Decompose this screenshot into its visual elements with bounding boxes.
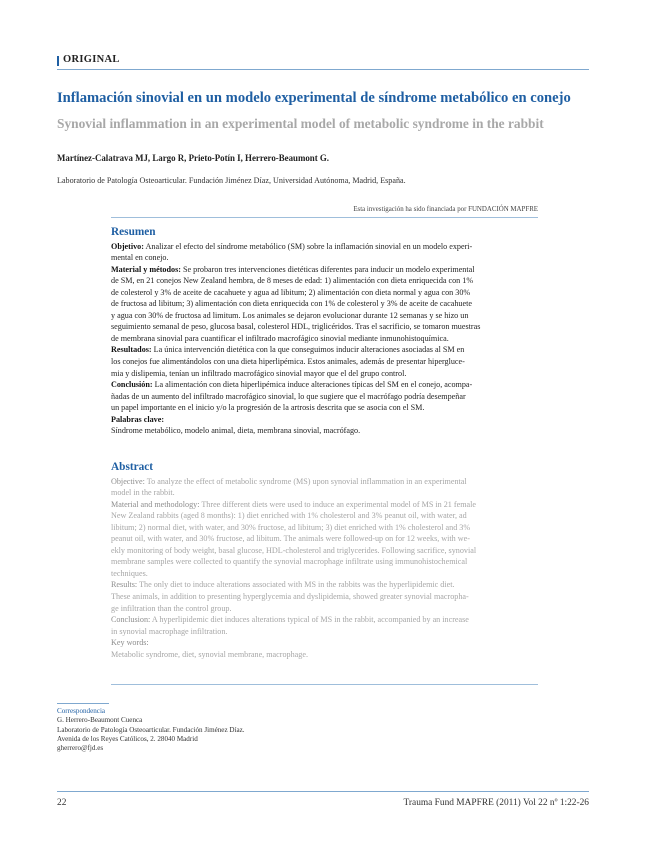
objective-text: model in the rabbit.: [111, 488, 175, 498]
abstract-objective: [111, 476, 538, 499]
abstract-results: [111, 579, 538, 614]
abstract-methods: [111, 499, 538, 580]
abstract-conclusion: [111, 614, 538, 637]
abstract-divider: [111, 684, 538, 685]
objetivo-label: Objetivo:: [111, 241, 144, 251]
conclusion-en-label: Conclusion:: [111, 615, 151, 625]
conclusion-text: un papel importante en el inicio y/o la progresión de la artrosis descrita que se asocia con el SM.: [111, 403, 425, 413]
metodos-text: de fructosa ad libitum; 3) alimentación con dieta enriquecida con 1% de colesterol y 3% de aceite de cacahuete: [111, 299, 472, 309]
resumen-metodos: [111, 264, 538, 345]
correspondence-email[interactable]: gherrero@fjd.es: [57, 744, 104, 753]
methods-text: peanut oil, with water, and 30% fructose, ad libitum. The animals were followed-up on for 12 weeks, with we-: [111, 534, 470, 544]
authors: Martínez-Calatrava MJ, Largo R, Prieto-Potín I, Herrero-Beaumont G.: [57, 153, 330, 163]
correspondence-block: [57, 707, 245, 753]
title-spanish: Inflamación sinovial en un modelo experimental de síndrome metabólico en conejo: [57, 90, 571, 106]
page-number: 22: [57, 798, 67, 808]
conclusion-en-text: in synovial macrophage infiltration.: [111, 626, 228, 636]
metodos-text: de colesterol y 3% de aceite de cacahuete y agua ad libitum; 2) alimentación con dieta normal y agua con 30%: [111, 287, 471, 297]
metodos-text: de SM, en 21 conejos New Zealand hembra, de 8 meses de edad: 1) alimentación con dieta enriquecida con 1%: [111, 276, 474, 286]
metodos-text: seguimiento semanal de peso, glucosa basal, colesterol HDL, triglicéridos. Tras el sacrificio, se tomaron muestras: [111, 322, 481, 332]
correspondence-heading: Correspondencia: [57, 707, 106, 715]
methods-text: ekly monitoring of body weight, basal glucose, HDL-cholesterol and triglycerides. Following sacrifice, synovial: [111, 545, 477, 555]
metodos-label: Material y métodos:: [111, 264, 181, 274]
methods-text: membrane samples were collected to quantify the synovial macrophage infiltrate using immunohistochemical: [111, 557, 468, 567]
objective-label: Objective:: [111, 476, 145, 486]
resumen-section: [111, 227, 538, 437]
correspondence-name: G. Herrero-Beaumont Cuenca: [57, 716, 143, 725]
results-text: The only diet to induce alterations associated with MS in the rabbits was the hyperlipidemic diet.: [139, 580, 455, 590]
abstract-section: [111, 462, 538, 660]
metodos-text: y agua con 30% de fructosa ad limitum. Los animales se dejaron evolucionar durante 12 semanas y se hizo un: [111, 310, 469, 320]
conclusion-en-text: A hyperlipidemic diet induces alterations typical of MS in the rabbit, accompanied by an increase: [151, 615, 469, 625]
section-label: ORIGINAL: [63, 54, 120, 65]
resumen-keywords: [111, 414, 538, 437]
section-tag-bar: [57, 56, 59, 66]
objective-text: To analyze the effect of metabolic syndrome (MS) upon synovial inflammation in an experimental: [146, 476, 467, 486]
results-text: ge infiltration than the control group.: [111, 603, 232, 613]
results-text: These animals, in addition to presenting hyperglycemia and dyslipidemia, showed greater synovial macropha-: [111, 592, 469, 602]
resumen-objetivo: [111, 241, 538, 264]
conclusion-label: Conclusión:: [111, 380, 153, 390]
correspondence-address: Avenida de los Reyes Católicos, 2. 28040 Madrid: [57, 734, 198, 743]
resultados-text: mia y dislipemia, tenían un infiltrado macrofágico sinovial mayor que el del grupo control.: [111, 368, 407, 378]
palabras-clave-label: Palabras clave:: [111, 414, 165, 424]
metodos-text: Se probaron tres intervenciones dietéticas diferentes para inducir un modelo experimental: [182, 264, 475, 274]
title-english: Synovial inflammation in an experimental model of metabolic syndrome in the rabbit: [57, 116, 544, 131]
abstract-keywords: [111, 637, 538, 660]
results-label: Results:: [111, 580, 138, 590]
correspondence-divider: [57, 703, 109, 704]
methods-text: New Zealand rabbits (aged 8 months): 1) diet enriched with 1% cholesterol and 3% peanut oil, with water, ad: [111, 511, 467, 521]
affiliation: Laboratorio de Patología Osteoarticular. Fundación Jiménez Díaz, Universidad Autónoma, Madrid, España.: [57, 176, 406, 185]
funding-note: Esta investigación ha sido financiada por FUNDACIÓN MAPFRE: [353, 206, 538, 213]
palabras-clave-text: Síndrome metabólico, modelo animal, dieta, membrana sinovial, macrófago.: [111, 426, 361, 436]
conclusion-text: La alimentación con dieta hiperlipémica induce alteraciones típicas del SM en el conejo, acompa-: [154, 380, 473, 390]
resultados-label: Resultados:: [111, 345, 152, 355]
abstract-heading: Abstract: [111, 461, 154, 473]
correspondence-institution: Laboratorio de Patología Osteoarticular. Fundación Jiménez Díaz.: [57, 725, 245, 734]
section-tag: [57, 55, 589, 70]
objetivo-text: mental en conejo.: [111, 253, 169, 263]
objetivo-text: Analizar el efecto del síndrome metabólico (SM) sobre la inflamación sinovial en un modelo experi-: [145, 241, 473, 251]
methods-label: Material and methodology:: [111, 499, 200, 509]
metodos-text: de membrana sinovial para cuantificar el infiltrado macrofágico sinovial mediante inmunohistoquímica.: [111, 333, 449, 343]
resumen-heading: Resumen: [111, 226, 156, 238]
key-words-label: Key words:: [111, 638, 149, 648]
methods-text: techniques.: [111, 568, 148, 578]
conclusion-text: ñadas de un aumento del infiltrado macrofágico sinovial, lo que sugiere que el macrófago podría desempeñar: [111, 391, 466, 401]
resumen-resultados: [111, 344, 538, 379]
funding-box: [111, 200, 538, 218]
resultados-text: los conejos fue alimentándolos con una dieta hiperlipémica. Estos animales, además de presentar hipergluce-: [111, 357, 465, 367]
footer-divider: [57, 791, 589, 792]
resultados-text: La única intervención dietética con la que conseguimos inducir alteraciones asociadas al SM en: [153, 345, 465, 355]
journal-citation: Trauma Fund MAPFRE (2011) Vol 22 nº 1:22-26: [403, 798, 589, 808]
methods-text: libitum; 2) normal diet, with water, and 30% fructose, ad libitum; 3) diet enriched with 1% cholesterol and 3%: [111, 522, 471, 532]
key-words-text: Metabolic syndrome, diet, synovial membrane, macrophage.: [111, 649, 308, 659]
methods-text: Three different diets were used to induce an experimental model of MS in 21 female: [201, 499, 476, 509]
resumen-conclusion: [111, 379, 538, 414]
